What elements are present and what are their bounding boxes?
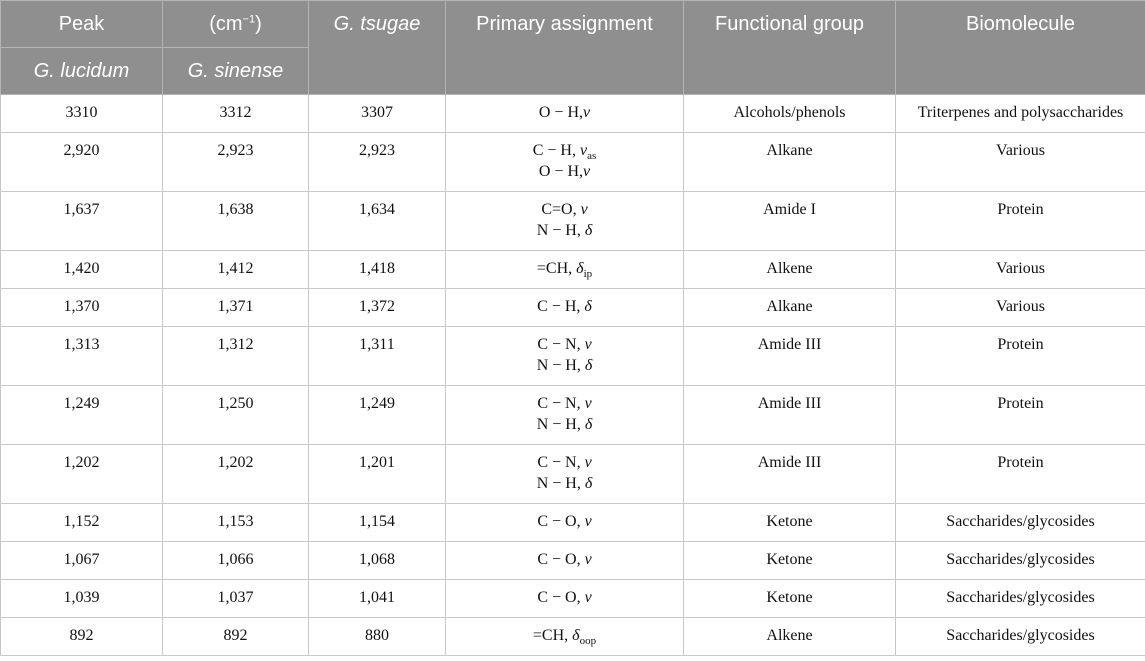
cell-g-sinense: 1,250 — [163, 386, 309, 445]
cell-g-tsugae: 1,634 — [309, 192, 446, 251]
assignment-line-1: C − O, ν — [537, 513, 592, 530]
cell-g-lucidum: 1,313 — [1, 327, 163, 386]
cell-primary-assignment — [446, 618, 684, 656]
header-biomolecule: Biomolecule — [896, 1, 1145, 95]
assignment-line-1: O − H,ν — [538, 104, 591, 121]
cell-biomolecule: Protein — [896, 386, 1145, 445]
cell-g-lucidum: 892 — [1, 618, 163, 656]
cell-g-sinense: 1,638 — [163, 192, 309, 251]
table-row — [1, 618, 1145, 656]
cell-primary-assignment — [446, 327, 684, 386]
assignment-line-1: C − O, ν — [537, 551, 592, 568]
cell-functional-group: Alkane — [684, 133, 896, 192]
cell-primary-assignment — [446, 386, 684, 445]
cell-g-sinense: 1,153 — [163, 504, 309, 542]
cell-biomolecule: Triterpenes and polysaccharides — [896, 95, 1145, 133]
cell-g-sinense: 892 — [163, 618, 309, 656]
assignment-line-1: C − N, ν — [537, 336, 592, 353]
cell-g-lucidum: 1,420 — [1, 251, 163, 289]
cell-primary-assignment — [446, 133, 684, 192]
header-g-sinense: G. sinense — [163, 48, 309, 95]
cell-functional-group: Alkene — [684, 251, 896, 289]
cell-biomolecule: Various — [896, 251, 1145, 289]
cell-functional-group: Amide I — [684, 192, 896, 251]
assignment-line-1: C − O, ν — [537, 589, 592, 606]
assignment-line-2: N − H, δ — [536, 222, 593, 239]
cell-biomolecule: Protein — [896, 327, 1145, 386]
cell-g-sinense: 1,371 — [163, 289, 309, 327]
cell-g-sinense: 3312 — [163, 95, 309, 133]
cell-g-lucidum: 3310 — [1, 95, 163, 133]
assignment-line-1: =CH, $\delta_{ip}$ — [536, 260, 593, 281]
cell-g-tsugae: 880 — [309, 618, 446, 656]
cell-biomolecule: Saccharides/glycosides — [896, 618, 1145, 656]
cell-g-tsugae: 1,249 — [309, 386, 446, 445]
cell-g-lucidum: 1,152 — [1, 504, 163, 542]
cell-g-tsugae: 1,068 — [309, 542, 446, 580]
cell-g-lucidum: 1,249 — [1, 386, 163, 445]
cell-primary-assignment — [446, 542, 684, 580]
assignment-line-2: N − H, δ — [536, 416, 593, 433]
table-row — [1, 542, 1145, 580]
cell-primary-assignment — [446, 580, 684, 618]
table-row — [1, 504, 1145, 542]
assignment-line-1: C − H, δ — [537, 298, 592, 315]
header-peak: Peak — [1, 1, 163, 48]
cell-biomolecule: Protein — [896, 192, 1145, 251]
table-row — [1, 133, 1145, 192]
table-row — [1, 251, 1145, 289]
cell-g-tsugae: 1,154 — [309, 504, 446, 542]
assignment-line-2: O − H,ν — [538, 163, 591, 180]
assignment-line-1: C − N, ν — [537, 454, 592, 471]
cell-functional-group: Alkene — [684, 618, 896, 656]
header-primary-assignment: Primary assignment — [446, 1, 684, 95]
cell-g-tsugae: 1,418 — [309, 251, 446, 289]
cell-g-tsugae: 2,923 — [309, 133, 446, 192]
assignment-line-2: N − H, δ — [536, 475, 593, 492]
assignment-line-2: N − H, δ — [536, 357, 593, 374]
cell-g-tsugae: 1,311 — [309, 327, 446, 386]
cell-primary-assignment — [446, 251, 684, 289]
table-row — [1, 445, 1145, 504]
cell-g-tsugae: 1,041 — [309, 580, 446, 618]
cell-functional-group: Ketone — [684, 542, 896, 580]
assignment-line-1: =CH, $\delta_{oop}$ — [532, 627, 597, 648]
cell-biomolecule: Saccharides/glycosides — [896, 504, 1145, 542]
cell-biomolecule: Saccharides/glycosides — [896, 542, 1145, 580]
cell-functional-group: Amide III — [684, 386, 896, 445]
cell-g-lucidum: 1,370 — [1, 289, 163, 327]
cell-functional-group: Amide III — [684, 445, 896, 504]
cell-biomolecule: Various — [896, 289, 1145, 327]
cell-g-sinense: 1,312 — [163, 327, 309, 386]
cell-g-sinense: 1,066 — [163, 542, 309, 580]
cell-primary-assignment — [446, 504, 684, 542]
cell-functional-group: Alcohols/phenols — [684, 95, 896, 133]
cell-g-lucidum: 1,039 — [1, 580, 163, 618]
table-row — [1, 95, 1145, 133]
assignment-line-1: C − N, ν — [537, 395, 592, 412]
cell-g-tsugae: 1,372 — [309, 289, 446, 327]
cell-g-sinense: 1,412 — [163, 251, 309, 289]
cell-functional-group: Alkane — [684, 289, 896, 327]
table-row — [1, 192, 1145, 251]
cell-primary-assignment — [446, 445, 684, 504]
header-unit: $(cm^{-1})$ — [163, 1, 309, 48]
assignment-line-1: C=O, ν — [541, 201, 588, 218]
cell-g-sinense: 1,202 — [163, 445, 309, 504]
cell-biomolecule: Saccharides/glycosides — [896, 580, 1145, 618]
table-header — [1, 1, 1145, 95]
cell-g-lucidum: 2,920 — [1, 133, 163, 192]
cell-g-tsugae: 1,201 — [309, 445, 446, 504]
header-functional-group: Functional group — [684, 1, 896, 95]
cell-functional-group: Ketone — [684, 504, 896, 542]
table-row — [1, 580, 1145, 618]
cell-g-sinense: 1,037 — [163, 580, 309, 618]
cell-g-lucidum: 1,637 — [1, 192, 163, 251]
header-g-tsugae: G. tsugae — [309, 1, 446, 95]
table-row — [1, 289, 1145, 327]
cell-primary-assignment — [446, 289, 684, 327]
cell-g-lucidum: 1,067 — [1, 542, 163, 580]
cell-g-lucidum: 1,202 — [1, 445, 163, 504]
table-body — [1, 95, 1145, 656]
cell-primary-assignment — [446, 192, 684, 251]
cell-biomolecule: Various — [896, 133, 1145, 192]
header-g-lucidum: G. lucidum — [1, 48, 163, 95]
cell-primary-assignment — [446, 95, 684, 133]
cell-g-sinense: 2,923 — [163, 133, 309, 192]
cell-functional-group: Amide III — [684, 327, 896, 386]
assignment-line-1: C − H, $\nu_{as}$ — [532, 142, 597, 163]
cell-g-tsugae: 3307 — [309, 95, 446, 133]
cell-functional-group: Ketone — [684, 580, 896, 618]
cell-biomolecule: Protein — [896, 445, 1145, 504]
table-row — [1, 386, 1145, 445]
table-row — [1, 327, 1145, 386]
